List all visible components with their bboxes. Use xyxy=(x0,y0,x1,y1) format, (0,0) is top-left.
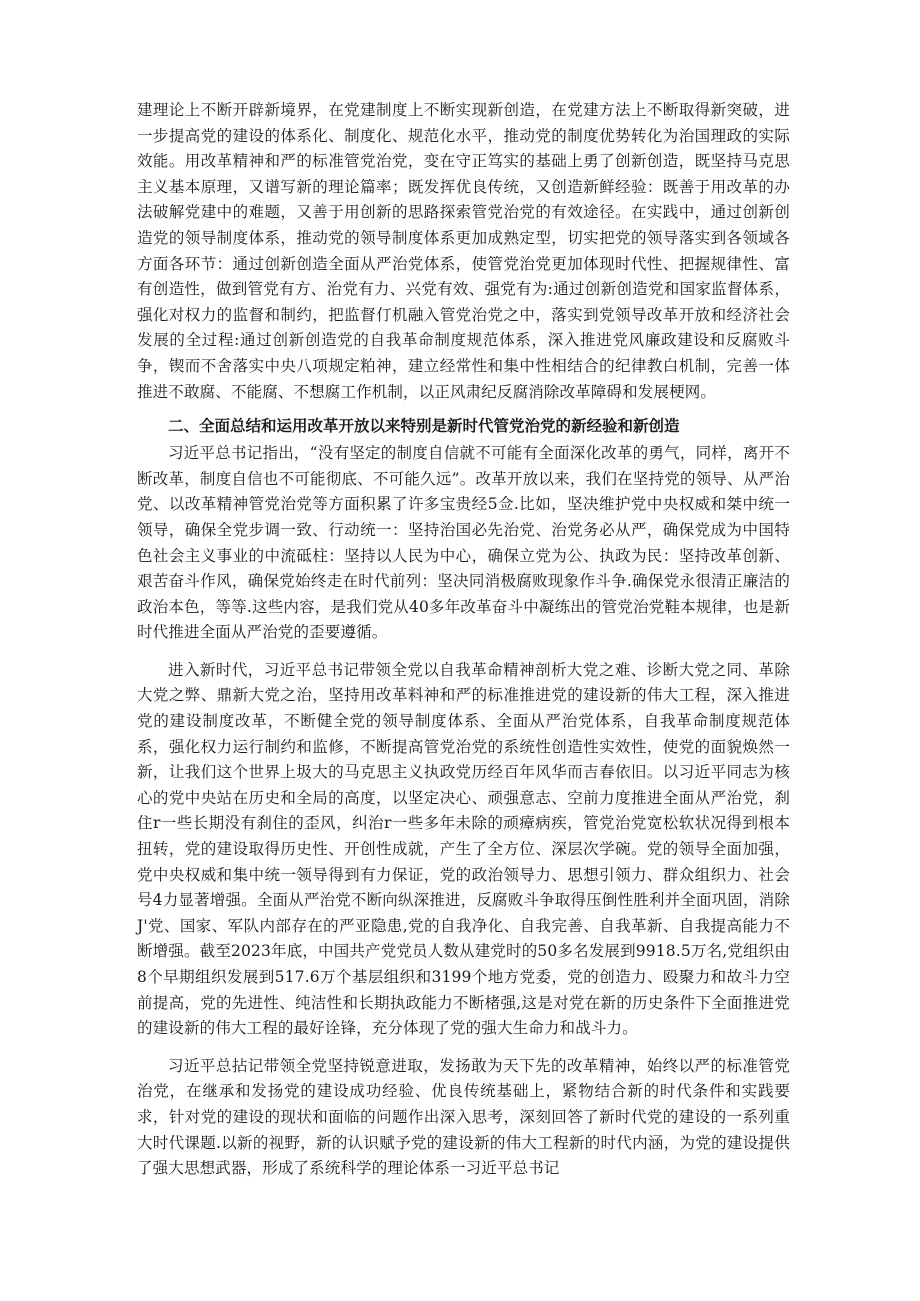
document-page xyxy=(137,98,790,1182)
paragraph-2: 习近平总书记指出，“没有坚定的制度自信就不可能有全面深化改革的勇气，同样，离开不断改革，制度自信也不可能彻底、不可能久远”。改革开放以来，我们在坚持党的领导、从严治党、以改革精神管党治党等方面积累了许多宝贵经5佥.比如，坚决维护党中央权威和桀中统一领导，确保全党步调一致、行动统一：坚持治国必先治党、治党务必从严，确保党成为中国特色社会主义事业的中流砥柱：坚持以人民为中心，确保立党为公、执政为民：坚持改革创新、艰苦奋斗作风，确保党始终走在时代前列：坚决同消极腐败现象作斗争.确保党永很清正廉洁的政治本色，等等.这些内容，是我们党从40多年改革奋斗中凝练出的管党治党鞋本规律，也是新时代推进全面从严治党的歪要遵循。 xyxy=(137,444,790,642)
paragraph-4: 习近平总拈记带领全党坚持锐意进取，发扬敢为天下先的改革精神，始终以严的标准管党治党，在继承和发扬党的建设成功经验、优良传统基础上，紧物结合新的时代条件和实践要求，针对党的建设的现状和面临的问题作出深入思考，深刻回答了新时代党的建设的一系列重大时代课题.以新的视野，新的认识赋予党的建设新的伟大工程新的时代内涵，为党的建设提供了强大思想武器，形成了系统科学的理论体系一习近平总书记 xyxy=(137,1056,790,1178)
paragraph-3: 进入新时代，习近平总书记带领全党以自我革命精神剖析大党之难、诊断大党之同、革除大党之弊、鼎新大党之治，坚持用改革料神和严的标准推进党的建设新的伟大工程，深入推进党的建设制度改革，不断健全党的领导制度体系、全面从严治党体系，自我革命制度规范体系，强化权力运行制约和监修，不断提高管党治党的系统性创造性实效性，使党的面貌焕然一新，让我们这个世界上圾大的马克思主义执政党历经百年风华而吉春依旧。以习近平同志为核心的党中央站在历史和全局的高度，以坚定决心、顽强意志、空前力度推进全面从严治党，刹住r一些长期没有刹住的歪风，纠治r一些多年未除的顽瘴病疾，管党治党宽松软状况得到根本扭转，党的建设取得历史性、开创性成就，产生了全方位、深层次学碗。党的领导全面加强，党中央权威和集中统一领导得到有力保证，党的政治领导力、思想引领力、群众组织力、社会号4力显著增强。全面从严治党不断向纵深推进，反腐败斗争取得压倒性胜利并全面巩固，消除J'党、国家、军队内部存在的严亚隐患,党的自我净化、自我完善、自我革新、自我提高能力不断增强。截至2023年底，中国共产党党员人数从建党时的50多名发展到9918.5万名,党组织由8个早期组织发展到517.6万个基层组织和3199个地方党委，党的创造力、殴聚力和故斗力空前提高，党的先进性、纯洁性和长期执政能力不断楮强,这是对党在新的历史条件下全面推进党的建设新的伟大工程的最好诠锋，充分体现了党的强大生命力和战斗力。 xyxy=(137,660,790,1038)
section-heading-2: 二、全面总结和运用改革开放以来特别是新时代管党治党的新经验和新创造 xyxy=(168,417,680,436)
paragraph-continued: 建理论上不断开辟新境界，在党建制度上不断实现新创造，在党建方法上不断取得新突破，进一步提高党的建设的体系化、制度化、规范化水平，推动党的制度优势转化为治国理政的实际效能。用改革精神和严的标准管党治党，变在守正笃实的基础上勇了创新创造，既坚持马克思主义基本原理，又谱写新的理论篇率；既发挥优良传统，又创造新鲜经验：既善于用改革的办法破解党建中的难题，又善于用创新的思路探索管党治党的有效途径。在实践中，通过创新创造党的领导制度体系，推动党的领导制度体系更加成熟定型，切实把党的领导落实到各领域各方面各环节：通过创新创造全面从严治党体系，使管党治党更加体现时代性、把握规律性、富有创造性，做到管党有方、治党有力、兴党有效、强党有为:通过创新创造党和国家监督体系，强化对权力的监督和制约，把监督仃机融入管党治党之中，落实到党领导改革开放和经济社会发展的全过程:通过创新创造党的自我革命制度规范体系，深入推进党风廉政建设和反腐败斗争，锲而不舍落实中央八项规定粕神，建立经常性和集中性相结合的纪律教白机制，完善一体推进不敢腐、不能腐、不想腐工作机制，以正风肃纪反腐消除改革障碍和发展梗网。 xyxy=(137,101,790,401)
